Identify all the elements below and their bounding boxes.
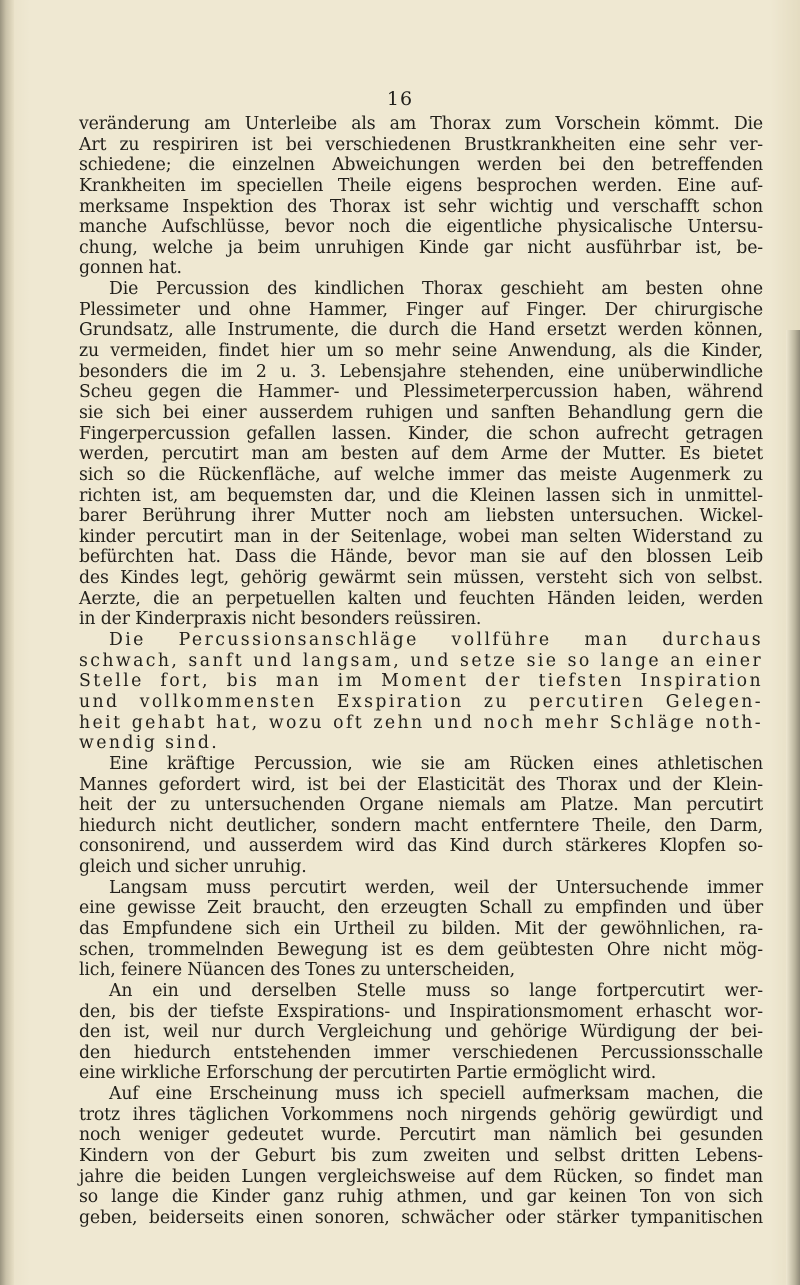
text-line: barer Berührung ihrer Mutter noch am liebsten untersuchen. Wickel- xyxy=(79,506,763,527)
text-line: in der Kinderpraxis nicht besonders reüssiren. xyxy=(79,609,482,630)
text-line: Plessimeter und ohne Hammer, Finger auf Finger. Der chirurgische xyxy=(79,299,763,320)
text-line: Aerzte, die an perpetuellen kalten und feuchten Händen leiden, werden xyxy=(79,588,763,609)
page-number: 16 xyxy=(386,88,414,110)
text-line: chung, welche ja beim unruhigen Kinde gar nicht ausführbar ist, be- xyxy=(79,237,763,258)
text-line: Stelle fort, bis man im Moment der tiefsten Inspiration xyxy=(79,671,763,692)
text-line: Fingerpercussion gefallen lassen. Kinder, die schon aufrecht getragen xyxy=(79,423,763,444)
text-line: besonders die im 2 u. 3. Lebensjahre stehenden, eine unüberwindliche xyxy=(79,361,763,382)
text-line: so lange die Kinder ganz ruhig athmen, und gar keinen Ton von sich xyxy=(79,1187,763,1208)
text-line: sie sich bei einer ausserdem ruhigen und sanften Behandlung gern die xyxy=(79,402,763,423)
text-line: das Empfundene sich ein Urtheil zu bilden. Mit der gewöhnlichen, ra- xyxy=(79,918,763,939)
page-binding-shadow xyxy=(0,0,14,1285)
text-line: geben, beiderseits einen sonoren, schwächer oder stärker tympanitischen xyxy=(79,1207,763,1228)
text-line: den, bis der tiefste Exspirations- und Inspirationsmoment erhascht wor- xyxy=(79,1001,763,1022)
text-line: zu vermeiden, findet hier um so mehr seine Anwendung, als die Kinder, xyxy=(79,341,763,362)
text-line: den hiedurch entstehenden immer verschiedenen Percussionsschalle xyxy=(79,1042,763,1063)
text-line: heit gehabt hat, wozu oft zehn und noch mehr Schläge noth- xyxy=(79,712,763,733)
text-line: hiedurch nicht deutlicher, sondern macht entferntere Theile, den Darm, xyxy=(79,815,763,836)
text-line: eine gewisse Zeit braucht, den erzeugten Schall zu empfinden und über xyxy=(79,898,763,919)
text-line: Eine kräftige Percussion, wie sie am Rücken eines athletischen xyxy=(109,753,763,774)
text-line: Die Percussion des kindlichen Thorax geschieht am besten ohne xyxy=(109,279,763,300)
text-line: gonnen hat. xyxy=(79,258,182,279)
text-line: gleich und sicher unruhig. xyxy=(79,857,307,878)
text-line: Grundsatz, alle Instrumente, die durch die Hand ersetzt werden können, xyxy=(79,320,763,341)
text-line: Scheu gegen die Hammer- und Plessimeterpercussion haben, während xyxy=(79,382,763,403)
text-line: und vollkommensten Exspiration zu percutiren Gelegen- xyxy=(79,691,763,712)
text-line: noch weniger gedeutet wurde. Percutirt man nämlich bei gesunden xyxy=(79,1125,763,1146)
text-line: Mannes gefordert wird, ist bei der Elasticität des Thorax und der Klein- xyxy=(79,774,763,795)
page-edge-shadow xyxy=(786,330,800,1285)
text-line: trotz ihres täglichen Vorkommens noch nirgends gehörig gewürdigt und xyxy=(79,1104,763,1125)
text-line: Art zu respiriren ist bei verschiedenen Brustkrankheiten eine sehr ver- xyxy=(79,134,763,155)
text-line: kinder percutirt man in der Seitenlage, wobei man selten Widerstand zu xyxy=(79,526,763,547)
text-line: den ist, weil nur durch Vergleichung und gehörige Würdigung der bei- xyxy=(79,1022,763,1043)
text-line: Die Percussionsanschläge vollführe man durchaus xyxy=(109,630,763,651)
text-line: schiedene; die einzelnen Abweichungen werden bei den betreffenden xyxy=(79,155,763,176)
text-line: schwach, sanft und langsam, und setze sie so lange an einer xyxy=(79,650,763,671)
body-text xyxy=(79,114,763,1229)
text-line: Krankheiten im speciellen Theile eigens besprochen werden. Eine auf- xyxy=(79,175,763,196)
text-line: wendig sind. xyxy=(79,733,220,754)
text-line: eine wirkliche Erforschung der percutirten Partie ermöglicht wird. xyxy=(79,1063,657,1084)
text-line: befürchten hat. Dass die Hände, bevor man sie auf den blossen Leib xyxy=(79,547,763,568)
text-line: Auf eine Erscheinung muss ich speciell aufmerksam machen, die xyxy=(109,1084,763,1105)
text-line: Langsam muss percutirt werden, weil der Untersuchende immer xyxy=(109,877,763,898)
text-line: schen, trommelnden Bewegung ist es dem geübtesten Ohre nicht mög- xyxy=(79,939,763,960)
text-line: des Kindes legt, gehörig gewärmt sein müssen, versteht sich von selbst. xyxy=(79,568,763,589)
text-line: An ein und derselben Stelle muss so lange fortpercutirt wer- xyxy=(109,980,763,1001)
text-line: manche Aufschlüsse, bevor noch die eigentliche physicalische Untersu- xyxy=(79,217,763,238)
text-line: veränderung am Unterleibe als am Thorax zum Vorschein kömmt. Die xyxy=(79,114,763,134)
text-line: richten ist, am bequemsten dar, und die Kleinen lassen sich in unmittel- xyxy=(79,485,763,506)
text-line: consonirend, und ausserdem wird das Kind durch stärkeres Klopfen so- xyxy=(79,836,763,857)
text-line: Kindern von der Geburt bis zum zweiten und selbst dritten Lebens- xyxy=(79,1146,763,1167)
text-line: heit der zu untersuchenden Organe niemals am Platze. Man percutirt xyxy=(79,795,763,816)
text-line: sich so die Rückenfläche, auf welche immer das meiste Augenmerk zu xyxy=(79,464,763,485)
text-line: lich, feinere Nüancen des Tones zu unterscheiden, xyxy=(79,960,515,981)
text-line: merksame Inspektion des Thorax ist sehr wichtig und verschafft schon xyxy=(79,196,763,217)
text-line: werden, percutirt man am besten auf dem Arme der Mutter. Es bietet xyxy=(79,444,763,465)
text-line: jahre die beiden Lungen vergleichsweise auf dem Rücken, so findet man xyxy=(79,1166,763,1187)
